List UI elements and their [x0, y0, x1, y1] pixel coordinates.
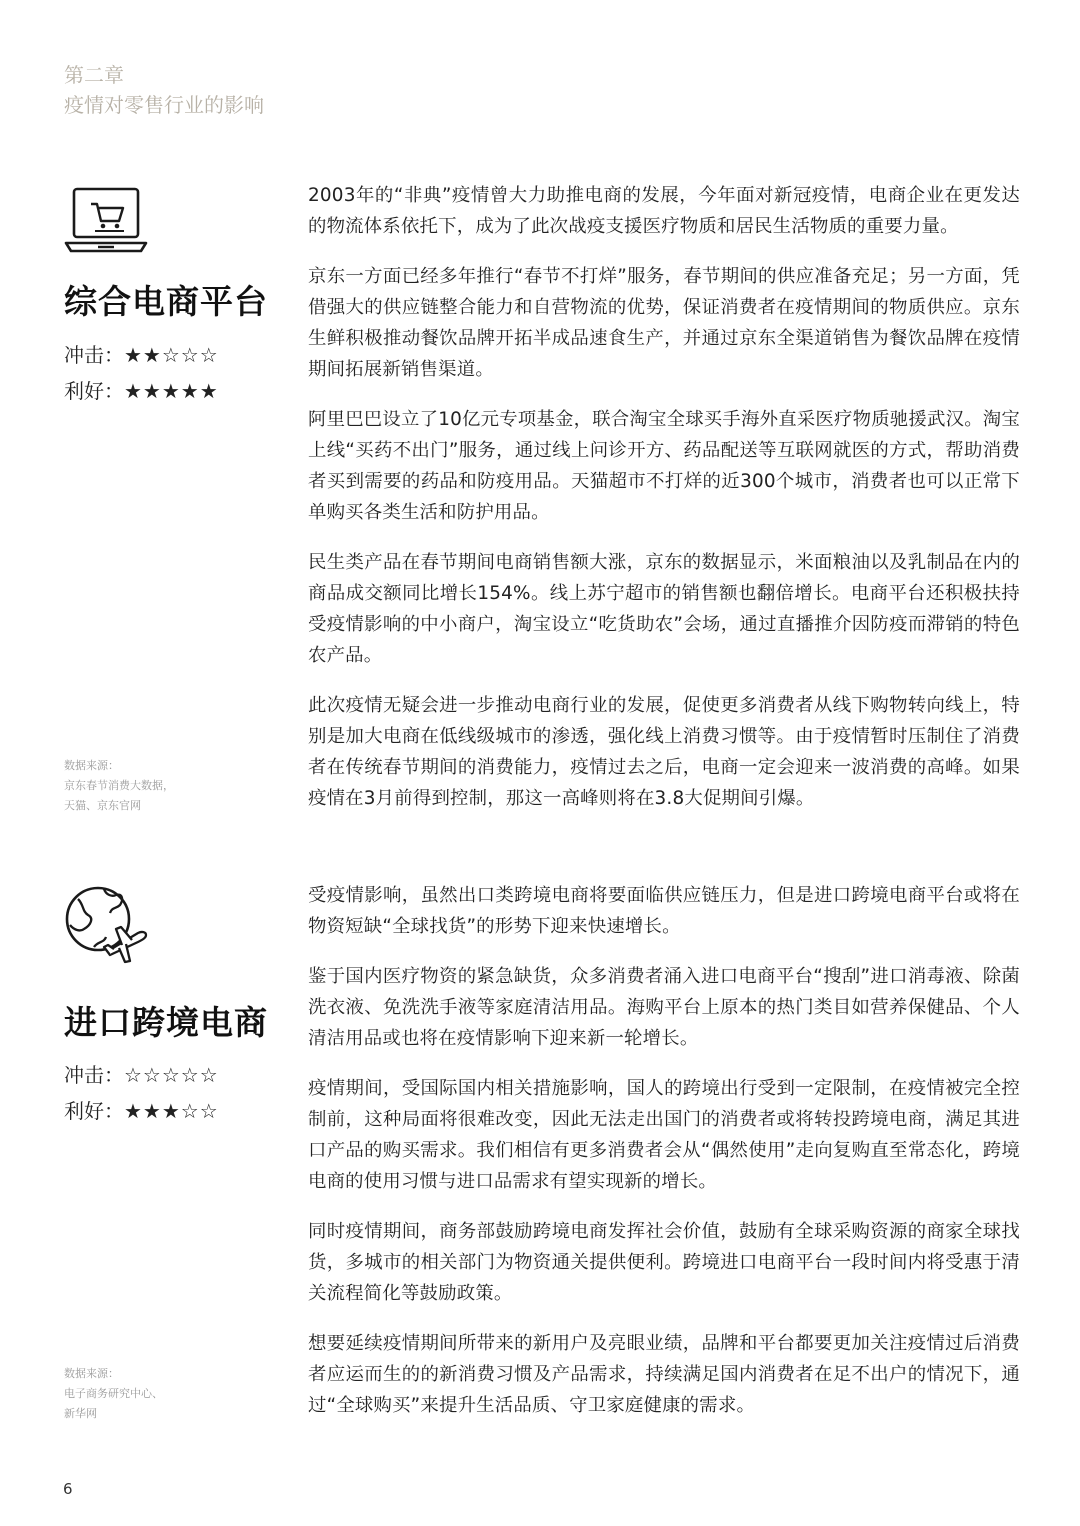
paragraph: 鉴于国内医疗物资的紧急缺货，众多消费者涌入进口电商平台“搜刮”进口消毒液、除菌洗衣液、免洗洗手液等家庭清洁用品。海购平台上原本的热门类目如营养保健品、个人清洁用品或也将在疫情影响下迎来新一轮增长。	[308, 966, 1020, 1049]
impact-stars: ☆☆☆☆☆	[124, 1063, 219, 1087]
paragraph: 受疫情影响，虽然出口类跨境电商将要面临供应链压力，但是进口跨境电商平台或将在物资短缺“全球找货”的形势下迎来快速增长。	[308, 885, 1020, 937]
impact-stars: ★★☆☆☆	[124, 343, 219, 367]
data-source-note	[64, 756, 174, 816]
chapter-header	[64, 60, 264, 120]
benefit-label: 利好：	[64, 379, 124, 403]
paragraph: 同时疫情期间，商务部鼓励跨境电商发挥社会价值，鼓励有全球采购资源的商家全球找货，多城市的相关部门为物资通关提供便利。跨境进口电商平台一段时间内将受惠于清关流程简化等鼓励政策。	[308, 1221, 1020, 1304]
impact-rating	[64, 1057, 219, 1093]
benefit-rating	[64, 1093, 219, 1129]
section-sidebar	[64, 180, 294, 820]
section-body	[308, 180, 1020, 833]
impact-rating	[64, 337, 219, 373]
benefit-label: 利好：	[64, 1099, 124, 1123]
source-line: 京东春节消费大数据，	[64, 779, 174, 792]
section-title: 综合电商平台	[64, 282, 268, 321]
section-title: 进口跨境电商	[64, 1003, 268, 1042]
section-cross-border-import	[0, 880, 1080, 1440]
section-sidebar	[64, 880, 294, 1420]
paragraph: 疫情期间，受国际国内相关措施影响，国人的跨境出行受到一定限制，在疫情被完全控制前，这种局面将很难改变，因此无法走出国门的消费者或将转投跨境电商，满足其进口产品的购买需求。我们相信有更多消费者会从“偶然使用”走向复购直至常态化，跨境电商的使用习惯与进口品需求有望实现新的增长。	[308, 1078, 1020, 1192]
source-line: 天猫、京东官网	[64, 799, 141, 812]
chapter-label: 第二章	[64, 63, 124, 87]
impact-label: 冲击：	[64, 343, 124, 367]
globe-airplane-icon	[64, 885, 154, 975]
section-body	[308, 880, 1020, 1440]
benefit-stars: ★★★☆☆	[124, 1099, 219, 1123]
benefit-stars: ★★★★★	[124, 379, 219, 403]
paragraph: 京东一方面已经多年推行“春节不打烊”服务，春节期间的供应准备充足；另一方面，凭借强大的供应链整合能力和自营物流的优势，保证消费者在疫情期间的物质供应。京东生鲜积极推动餐饮品牌开拓半成品速食生产，并通过京东全渠道销售为餐饮品牌在疫情期间拓展新销售渠道。	[308, 266, 1020, 380]
source-line: 数据来源：	[64, 759, 119, 772]
impact-label: 冲击：	[64, 1063, 124, 1087]
source-line: 电子商务研究中心、	[64, 1387, 163, 1400]
benefit-rating	[64, 373, 219, 409]
paragraph: 民生类产品在春节期间电商销售额大涨，京东的数据显示，米面粮油以及乳制品在内的商品成交额同比增长154%。线上苏宁超市的销售额也翻倍增长。电商平台还积极扶持受疫情影响的中小商户，淘宝设立“吃货助农”会场，通过直播推介因防疫而滞销的特色农产品。	[308, 552, 1020, 666]
laptop-cart-icon	[64, 185, 148, 257]
source-line: 新华网	[64, 1407, 97, 1420]
chapter-title: 疫情对零售行业的影响	[64, 93, 264, 117]
page-number: 6	[63, 1480, 73, 1498]
paragraph: 2003年的“非典”疫情曾大力助推电商的发展，今年面对新冠疫情，电商企业在更发达的物流体系依托下，成为了此次战疫支援医疗物质和居民生活物质的重要力量。	[308, 185, 1020, 237]
section-ecommerce-platform	[0, 180, 1080, 830]
data-source-note	[64, 1364, 163, 1424]
paragraph: 此次疫情无疑会进一步推动电商行业的发展，促使更多消费者从线下购物转向线上，特别是加大电商在低线级城市的渗透，强化线上消费习惯等。由于疫情暂时压制住了消费者在传统春节期间的消费能力，疫情过去之后，电商一定会迎来一波消费的高峰。如果疫情在3月前得到控制，那这一高峰则将在3.8大促期间引爆。	[308, 695, 1020, 809]
paragraph: 阿里巴巴设立了10亿元专项基金，联合淘宝全球买手海外直采医疗物质驰援武汉。淘宝上线“买药不出门”服务，通过线上问诊开方、药品配送等互联网就医的方式，帮助消费者买到需要的药品和防疫用品。天猫超市不打烊的近300个城市，消费者也可以正常下单购买各类生活和防护用品。	[308, 409, 1020, 523]
source-line: 数据来源：	[64, 1367, 119, 1380]
paragraph: 想要延续疫情期间所带来的新用户及亮眼业绩，品牌和平台都要更加关注疫情过后消费者应运而生的的新消费习惯及产品需求，持续满足国内消费者在足不出户的情况下，通过“全球购买”来提升生活品质、守卫家庭健康的需求。	[308, 1333, 1020, 1416]
